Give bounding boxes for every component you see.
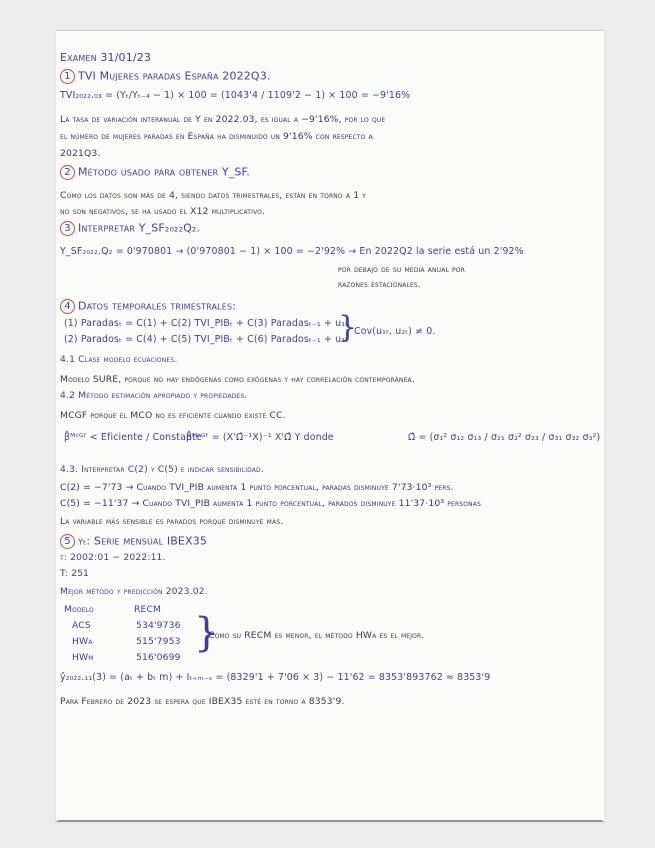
question-4-title: Datos temporales trimestrales: — [78, 299, 237, 313]
prediction-formula: ŷ₂₀₂₂.₁₁(3) = (aₜ + bₜ m) + Iₜ₊ₘ₋ₛ = (8329'1 + 7'06 × 3) − 11'62 = 8353'893762 ≈ 8353'9 — [60, 672, 491, 683]
table-header-model: Modelo — [64, 604, 94, 615]
table-cell-model: HWa — [72, 636, 93, 647]
mcgf-estimator-formula: β̂ᴹᶜᴳᶠ = (X'Ω̂⁻¹X)⁻¹ X'Ω̂ Y donde — [186, 432, 334, 443]
question-3-title: Interpretar Y_SF₂₀₂₂Q₂. — [78, 221, 201, 235]
question-1-text-line: La tasa de variación interanual de Y en 2022.03, es igual a −9'16%, por lo que — [60, 114, 386, 125]
table-header-recm: RECM — [134, 604, 162, 615]
subquestion-4-1: 4.1 Clase modelo ecuaciones. — [60, 354, 178, 365]
table-brace: } — [194, 610, 220, 656]
table-cell-recm: 515'7953 — [136, 636, 181, 647]
question-number-badge: 3 — [60, 221, 75, 236]
table-cell-recm: 534'9736 — [136, 620, 181, 631]
subquestion-4-2-answer: MCGF porque el MCO no es eficiente cuando existe CC. — [60, 410, 286, 421]
omega-matrix: Ω̂ = (σ₁² σ₁₂ σ₁₃ / σ₂₁ σ₂² σ₂₃ / σ₃₁ σ₃₂ σ₃²) — [408, 432, 601, 443]
exam-page — [56, 30, 604, 822]
question-5-sample-size: T: 251 — [60, 568, 90, 579]
question-1-heading — [60, 69, 600, 84]
subquestion-4-3: 4.3. Interpretar C(2) y C(5) e indicar sensibilidad. — [60, 464, 264, 475]
question-number-badge: 2 — [60, 165, 75, 180]
question-3-text-line: razones estacionales. — [338, 279, 421, 290]
subquestion-4-3-answer-line: La variable más sensible es parados porque disminuye más. — [60, 516, 284, 527]
question-3-text-line: Y_SF₂₀₂₂.Q₂ = 0'970801 → (0'970801 − 1) × 100 = −2'92% → En 2022Q2 la serie está un 2'92% — [60, 246, 524, 257]
equation-2: (2) Paradosₜ = C(4) + C(5) TVI_PIBₜ + C(6) Paradosₜ₋₁ + u₂ₜ — [64, 334, 349, 345]
question-number-badge: 4 — [60, 299, 75, 314]
question-number-badge: 1 — [60, 69, 75, 84]
subquestion-4-2: 4.2 Método estimación apropiado y propiedades. — [60, 390, 248, 401]
table-comment: Como su RECM es menor, el método HWa es el mejor. — [208, 630, 425, 641]
table-cell-model: ACS — [72, 620, 91, 631]
exam-header: Examen 31/01/23 — [60, 51, 151, 64]
prediction-conclusion: Para Febrero de 2023 se espera que IBEX35 esté en torno a 8353'9. — [60, 696, 345, 707]
question-1-formula: TVI₂₀₂₂.₀₃ = (Yₜ/Yₜ₋₄ − 1) × 100 = (1043'4 / 1109'2 − 1) × 100 = −9'16% — [60, 90, 411, 101]
question-5-heading — [60, 534, 600, 549]
question-4-heading — [60, 299, 600, 314]
subquestion-4-1-answer: Modelo SURE, porque no hay endógenas como exógenas y hay correlación contemporánea. — [60, 374, 415, 385]
equations-brace: } — [338, 310, 358, 345]
question-1-text-line: 2021Q3. — [60, 148, 101, 159]
question-3-text-line: por debajo de su media anual por — [338, 264, 465, 275]
subquestion-4-3-answer-line: C(2) = −7'73 → Cuando TVI_PIB aumenta 1 punto porcentual, paradas disminuye 7'73·10³ pers. — [60, 482, 454, 493]
table-cell-model: HWm — [72, 652, 94, 663]
subquestion-4-3-answer-line: C(5) = −11'37 → Cuando TVI_PIB aumenta 1 punto porcentual, parados disminuye 11'37·10³ personas — [60, 498, 481, 509]
question-2-text-line: Como los datos son más de 4, siendo datos trimestrales, están en torno a 1 y — [60, 190, 367, 201]
page-bottom-rule — [58, 820, 602, 821]
question-1-title: TVI Mujeres paradas España 2022Q3. — [78, 69, 271, 83]
question-1-text-line: el número de mujeres paradas en España ha disminuido un 9'16% con respecto a — [60, 131, 373, 142]
question-5-period: t: 2002:01 − 2022:11. — [60, 552, 166, 563]
question-2-heading — [60, 165, 600, 180]
question-2-title: Método usado para obtener Y_SF. — [78, 165, 250, 179]
table-cell-recm: 516'0699 — [136, 652, 181, 663]
question-3-heading — [60, 221, 600, 236]
question-5-title: yₜ: Serie mensual IBEX35 — [78, 534, 208, 548]
mcgf-properties: β̂ᴹᶜᴳᶠ < Eficiente / Constante — [64, 432, 202, 443]
covariance-condition: Cov(u₁ₜ, u₂ₜ) ≠ 0. — [354, 326, 436, 337]
equation-1: (1) Paradasₜ = C(1) + C(2) TVI_PIBₜ + C(3) Paradasₜ₋₁ + u₁ₜ — [64, 318, 349, 329]
question-number-badge: 5 — [60, 534, 75, 549]
question-5-best-method: Mejor método y predicción 2023.02. — [60, 586, 208, 597]
question-2-text-line: no son negativos, se ha usado el X12 multiplicativo. — [60, 206, 266, 217]
